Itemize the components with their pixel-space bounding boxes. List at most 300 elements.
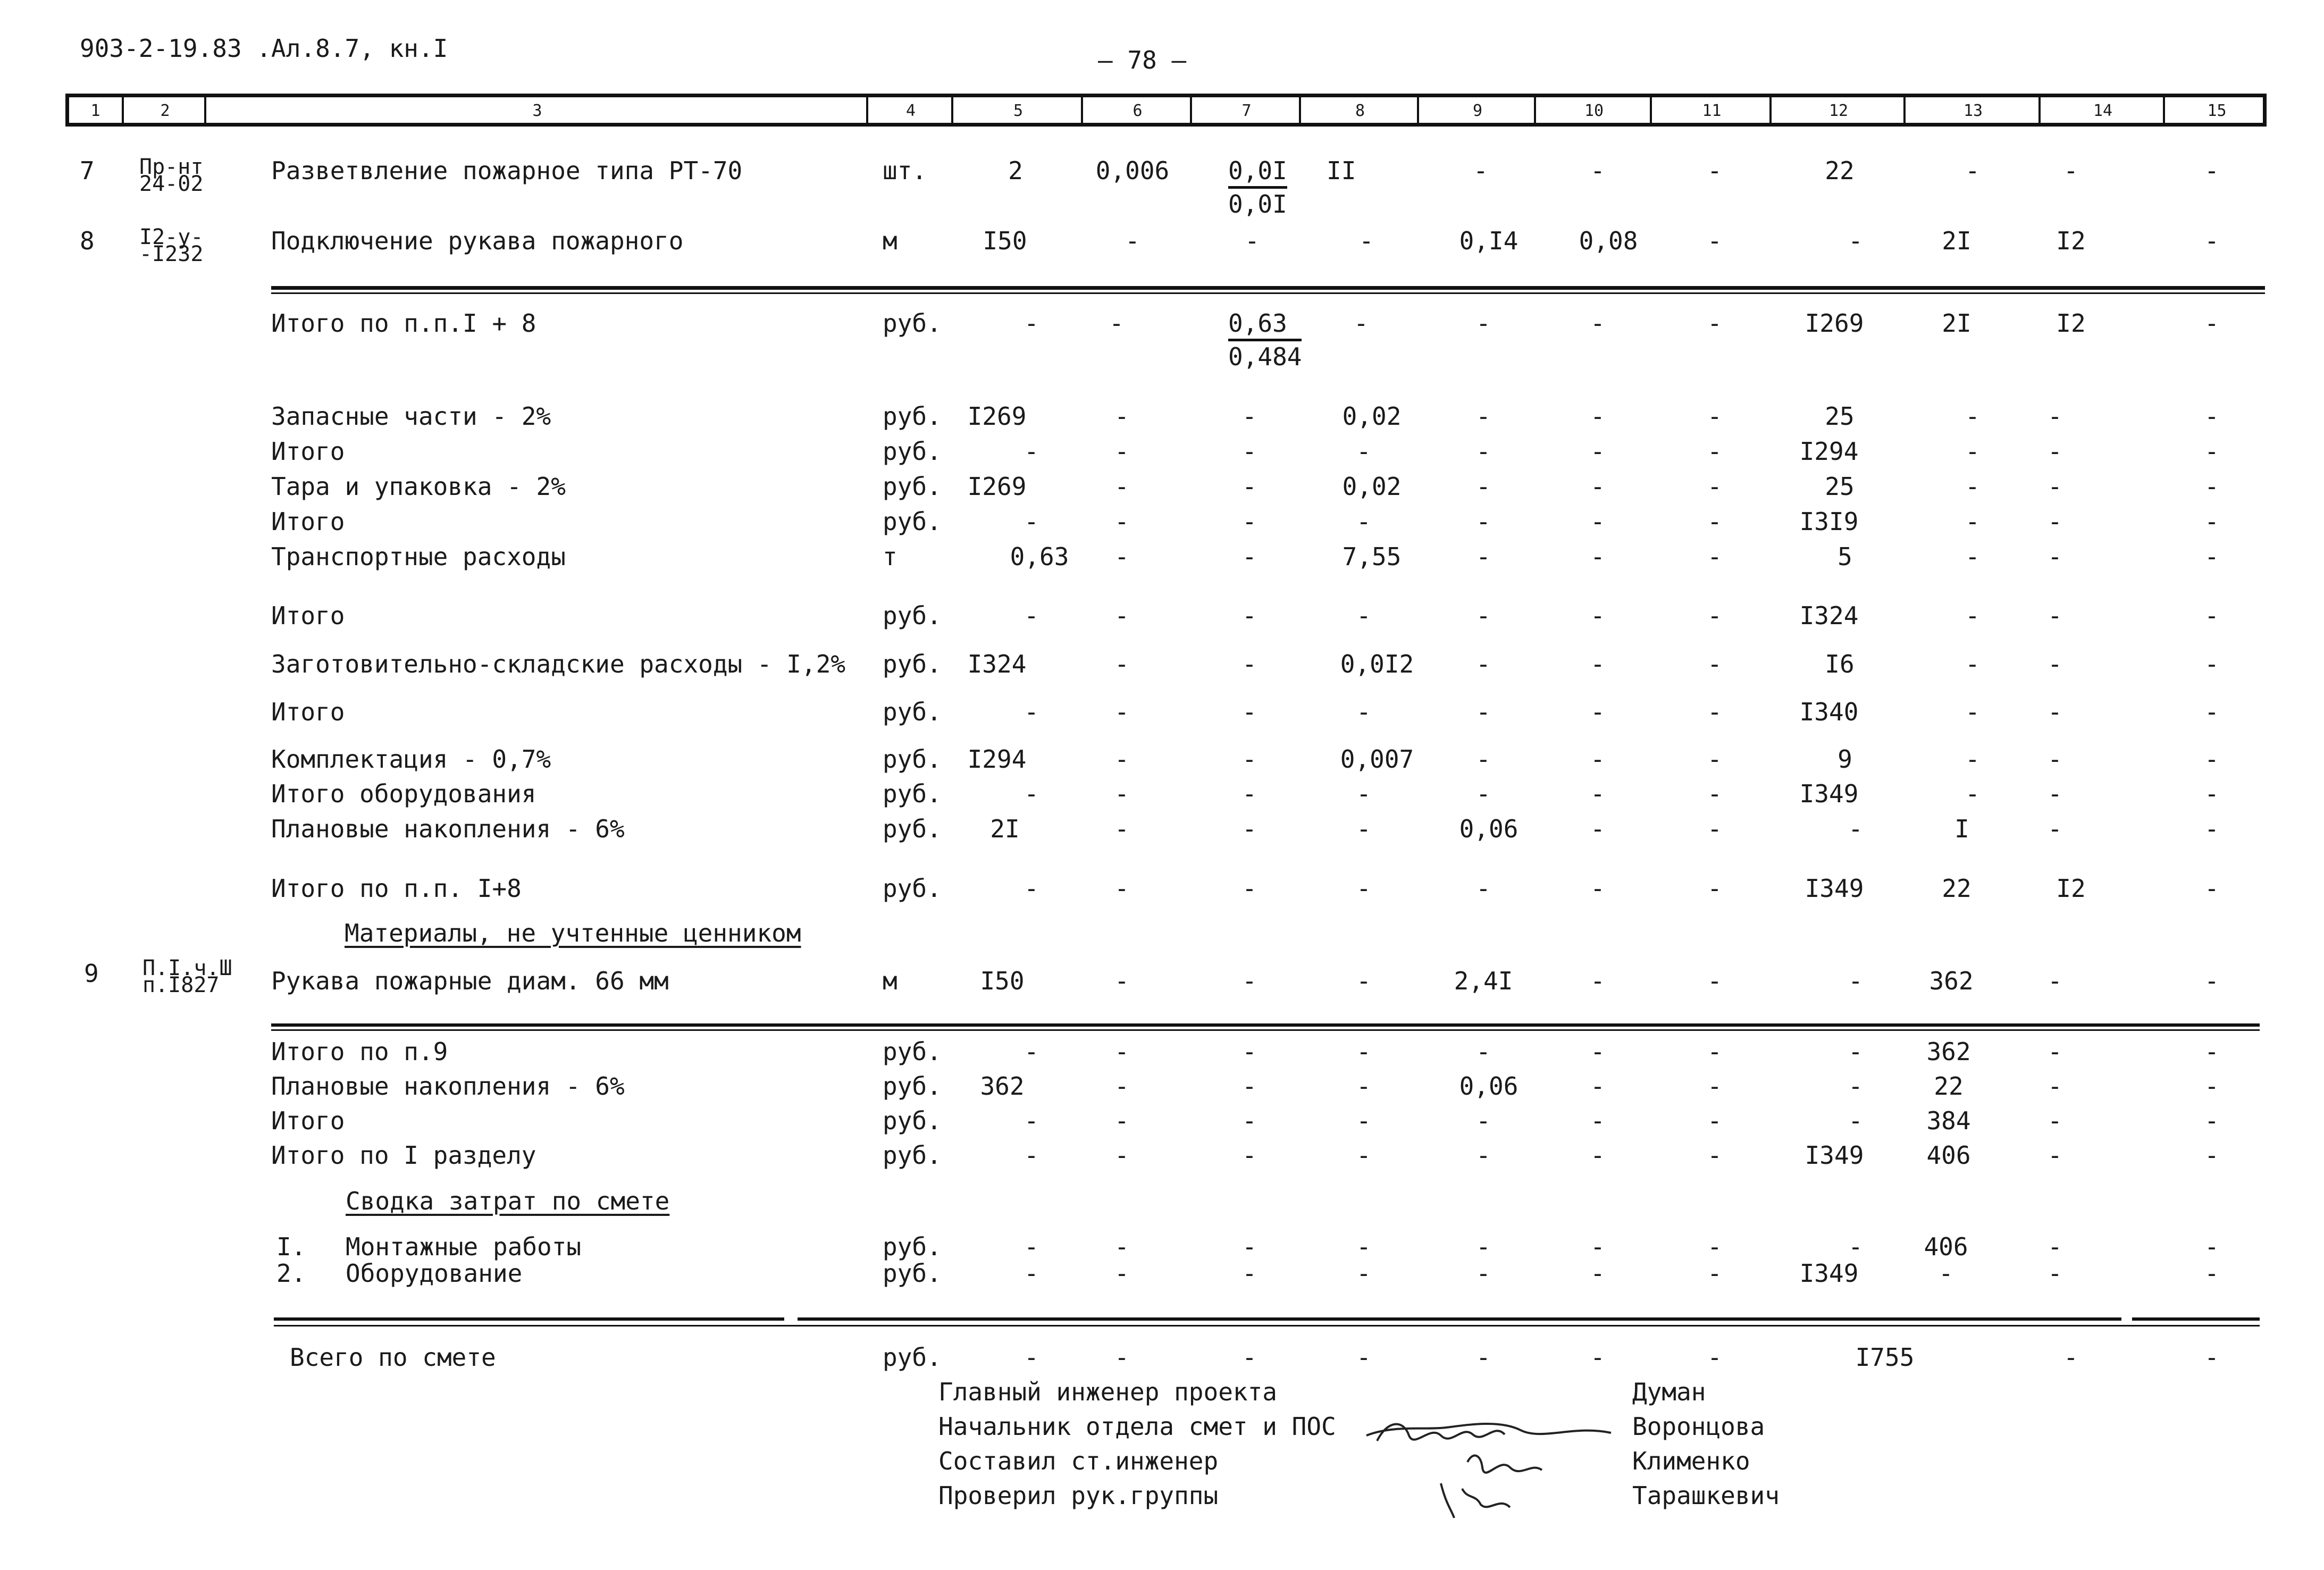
cell-c8: 7,55 [1342, 542, 1402, 571]
cell-c10: - [1590, 1106, 1605, 1135]
signature-person: Тарашкевич [1632, 1481, 1780, 1510]
cell-c15: - [2204, 226, 2219, 255]
cell-c5: I269 [967, 402, 1027, 431]
cell-c5: 2 [1008, 156, 1023, 185]
item-name: Запасные части - 2% [271, 402, 551, 431]
cell-c7: - [1242, 874, 1257, 903]
cell-c11: - [1707, 601, 1722, 630]
cell-c12: 9 [1838, 745, 1852, 774]
cell-c8: - [1356, 967, 1371, 995]
cell-c6: - [1125, 226, 1140, 255]
cell-c8: - [1356, 1072, 1371, 1101]
cell-c14: - [2048, 967, 2062, 995]
cell-c14: - [2048, 1106, 2062, 1135]
cell-c15: - [2204, 437, 2219, 466]
cell-c6: - [1114, 779, 1129, 808]
section-rule [271, 292, 2265, 294]
cell-c10: - [1590, 507, 1605, 536]
cell-c15: - [2204, 650, 2219, 678]
cell-c6: - [1114, 402, 1129, 431]
cell-c12: I294 [1799, 437, 1859, 466]
cell-c6: - [1114, 1232, 1129, 1261]
cell-c7: - [1242, 815, 1257, 843]
cell-c14: - [2048, 402, 2062, 431]
cell-c8: - [1356, 1106, 1371, 1135]
cell-c12: - [1848, 967, 1863, 995]
cell-c9: - [1476, 698, 1491, 726]
cell-c11: - [1707, 1037, 1722, 1066]
summary-number: I. [276, 1232, 306, 1261]
cell-c10: - [1590, 156, 1605, 185]
cell-c6: - [1114, 650, 1129, 678]
item-name: Итого по п.п.I + 8 [271, 309, 536, 338]
cell-c9: - [1473, 156, 1488, 185]
cell-c9: - [1476, 472, 1491, 501]
cell-c8: - [1356, 1259, 1371, 1288]
item-name: Тара и упаковка - 2% [271, 472, 566, 501]
column-header: 7 [1190, 97, 1301, 123]
cell-c13: 362 [1926, 1037, 1971, 1066]
unit: руб. [883, 1343, 942, 1372]
cell-c14: - [2063, 1343, 2078, 1372]
cell-c11: - [1707, 698, 1722, 726]
cell-c15: - [2204, 874, 2219, 903]
cell-c8: - [1354, 309, 1369, 338]
unit: шт. [883, 156, 927, 185]
column-header: 4 [866, 97, 953, 123]
section-rule [798, 1317, 2121, 1321]
cell-c15: - [2204, 1141, 2219, 1170]
cell-c11: - [1707, 437, 1722, 466]
item-name: Заготовительно-складские расходы - I,2% [271, 650, 846, 678]
cell-c12: I755 [1855, 1343, 1915, 1372]
item-name: Всего по смете [290, 1343, 496, 1372]
cell-c11: - [1707, 309, 1722, 338]
unit: руб. [883, 1037, 942, 1066]
item-name: Итого [271, 1106, 345, 1135]
cell-c5: 2I [990, 815, 1020, 843]
cell-c11: - [1707, 226, 1722, 255]
cell-c15: - [2204, 1037, 2219, 1066]
cell-c6: - [1114, 437, 1129, 466]
cell-c9: 2,4I [1454, 967, 1513, 995]
cell-c11: - [1707, 745, 1722, 774]
cell-c13: 384 [1926, 1106, 1971, 1135]
unit: руб. [883, 650, 942, 678]
cell-c14: - [2048, 1072, 2062, 1101]
cell-c8: - [1356, 1141, 1371, 1170]
column-header: 6 [1081, 97, 1192, 123]
cell-c11: - [1707, 1232, 1722, 1261]
cell-c10: - [1590, 601, 1605, 630]
cell-c15: - [2204, 601, 2219, 630]
cell-c15: - [2204, 967, 2219, 995]
price-code: Пр-нт 24-02 [139, 155, 204, 196]
cell-c13: - [1965, 745, 1980, 774]
cell-c5: I50 [980, 967, 1025, 995]
fraction-denominator: 0,484 [1228, 342, 1302, 371]
cell-c14: - [2048, 1232, 2062, 1261]
cell-c9: 0,06 [1459, 1072, 1518, 1101]
cell-c9: - [1476, 1343, 1491, 1372]
fraction-c7 [1228, 311, 1302, 369]
column-header: 15 [2163, 97, 2269, 123]
signature-person: Воронцова [1632, 1412, 1765, 1441]
cell-c14: - [2048, 507, 2062, 536]
cell-c6: - [1114, 1259, 1129, 1288]
cell-c10: - [1590, 1259, 1605, 1288]
cell-c10: - [1590, 402, 1605, 431]
cell-c14: - [2048, 745, 2062, 774]
cell-c10: - [1590, 874, 1605, 903]
column-header-row [65, 94, 2267, 127]
cell-c9: - [1476, 601, 1491, 630]
cell-c10: - [1590, 1037, 1605, 1066]
unit: руб. [883, 745, 942, 774]
cell-c14: - [2048, 1037, 2062, 1066]
cell-c14: - [2048, 815, 2062, 843]
cell-c5: - [1024, 779, 1039, 808]
cell-c8: 0,02 [1342, 472, 1402, 501]
column-header: 14 [2038, 97, 2165, 123]
cell-c10: - [1590, 542, 1605, 571]
cell-c14: - [2048, 698, 2062, 726]
item-name: Подключение рукава пожарного [271, 226, 684, 255]
cell-c6: - [1114, 745, 1129, 774]
fraction-c7 [1228, 156, 1287, 219]
cell-c15: - [2204, 1072, 2219, 1101]
cell-c7: - [1242, 698, 1257, 726]
item-name: Итого [271, 437, 345, 466]
cell-c10: - [1590, 1232, 1605, 1261]
unit: руб. [883, 815, 942, 843]
cell-c12: I349 [1799, 1259, 1859, 1288]
cell-c8: - [1356, 874, 1371, 903]
cell-c7: - [1242, 437, 1257, 466]
cell-c13: 362 [1929, 967, 1974, 995]
cell-c10: - [1590, 698, 1605, 726]
unit: м [883, 226, 897, 255]
cell-c9: - [1476, 1259, 1491, 1288]
cell-c5: 362 [980, 1072, 1025, 1101]
cell-c15: - [2204, 542, 2219, 571]
cell-c9: - [1476, 507, 1491, 536]
cell-c15: - [2204, 472, 2219, 501]
cell-c12: I349 [1799, 779, 1859, 808]
cell-c9: - [1476, 1232, 1491, 1261]
section-rule [274, 1317, 784, 1321]
cell-c7: - [1242, 1106, 1257, 1135]
cell-c11: - [1707, 650, 1722, 678]
cell-c6: 0,006 [1095, 156, 1170, 185]
cell-c6: - [1114, 542, 1129, 571]
cell-c11: - [1707, 1343, 1722, 1372]
cell-c14: - [2048, 472, 2062, 501]
cell-c8: 0,007 [1340, 745, 1414, 774]
item-name: Итого по I разделу [271, 1141, 536, 1170]
cell-c14: - [2048, 542, 2062, 571]
item-name: Транспортные расходы [271, 542, 566, 571]
cell-c6: - [1114, 1072, 1129, 1101]
price-code: П.I.ч.Ш п.I827 [142, 956, 232, 997]
cell-c12: I340 [1799, 698, 1859, 726]
cell-c13: - [1965, 156, 1980, 185]
cell-c12: I349 [1805, 1141, 1864, 1170]
cell-c12: - [1848, 1072, 1863, 1101]
cell-c5: I294 [967, 745, 1027, 774]
cell-c11: - [1707, 1106, 1722, 1135]
cell-c9: - [1476, 1106, 1491, 1135]
signature-role: Составил ст.инженер [938, 1447, 1219, 1475]
summary-number: 2. [276, 1259, 306, 1288]
cell-c13: - [1965, 601, 1980, 630]
row-number: 8 [80, 226, 95, 255]
signature-role: Начальник отдела смет и ПОС [938, 1412, 1336, 1441]
cell-c12: I6 [1825, 650, 1855, 678]
cell-c12: I269 [1805, 309, 1864, 338]
cell-c10: - [1590, 1343, 1605, 1372]
cell-c6: - [1109, 309, 1124, 338]
cell-c8: - [1356, 507, 1371, 536]
cell-c7: - [1242, 650, 1257, 678]
cell-c9: - [1476, 874, 1491, 903]
cell-c5: 0,63 [1010, 542, 1069, 571]
fraction-numerator: 0,0I [1228, 158, 1287, 189]
section-rule [2132, 1317, 2260, 1321]
cell-c15: - [2204, 309, 2219, 338]
cell-c11: - [1707, 156, 1722, 185]
cell-c12: - [1848, 226, 1863, 255]
cell-c15: - [2204, 1106, 2219, 1135]
column-header: 3 [204, 97, 868, 123]
cell-c15: - [2204, 745, 2219, 774]
cell-c5: - [1024, 309, 1039, 338]
cell-c8: - [1356, 1037, 1371, 1066]
cell-c13: 2I [1942, 226, 1971, 255]
cell-c7: - [1245, 226, 1260, 255]
cell-c7: - [1242, 1259, 1257, 1288]
cell-c13: - [1965, 472, 1980, 501]
cell-c13: - [1965, 698, 1980, 726]
signature-role: Главный инженер проекта [938, 1378, 1277, 1406]
signature-person: Клименко [1632, 1447, 1750, 1475]
item-name: Плановые накопления - 6% [271, 1072, 625, 1101]
cell-c13: - [1965, 779, 1980, 808]
cell-c11: - [1707, 967, 1722, 995]
document-reference: 903-2-19.83 .Ал.8.7, кн.I [80, 34, 448, 63]
unit: руб. [883, 874, 942, 903]
cell-c10: - [1590, 1072, 1605, 1101]
unit: руб. [883, 1259, 942, 1288]
column-header: 13 [1903, 97, 2041, 123]
unit: т [883, 542, 897, 571]
cell-c12: - [1848, 815, 1863, 843]
cell-c8: 0,02 [1342, 402, 1402, 431]
cell-c5: - [1024, 1037, 1039, 1066]
cell-c9: - [1476, 437, 1491, 466]
cell-c14: - [2063, 156, 2078, 185]
cell-c7: - [1242, 1037, 1257, 1066]
cell-c12: - [1848, 1232, 1863, 1261]
cell-c10: 0,08 [1579, 226, 1638, 255]
fraction-denominator: 0,0I [1228, 190, 1287, 219]
unit: руб. [883, 1232, 942, 1261]
item-name: Итого по п.9 [271, 1037, 448, 1066]
cell-c14: - [2048, 1259, 2062, 1288]
unit: руб. [883, 698, 942, 726]
unit: руб. [883, 1141, 942, 1170]
cell-c7: - [1242, 1343, 1257, 1372]
cell-c15: - [2204, 1232, 2219, 1261]
section-rule [271, 1023, 2260, 1027]
unit: руб. [883, 601, 942, 630]
cell-c12: 22 [1825, 156, 1855, 185]
cell-c7: - [1242, 1072, 1257, 1101]
handwritten-signature [1361, 1404, 1616, 1521]
cell-c13: 406 [1926, 1141, 1971, 1170]
fraction-numerator: 0,63 [1228, 311, 1302, 341]
cell-c5: I324 [967, 650, 1027, 678]
unit: руб. [883, 472, 942, 501]
cell-c9: - [1476, 779, 1491, 808]
cell-c12: I349 [1805, 874, 1864, 903]
cell-c6: - [1114, 601, 1129, 630]
cell-c11: - [1707, 1259, 1722, 1288]
cell-c10: - [1590, 472, 1605, 501]
cell-c9: - [1476, 745, 1491, 774]
cell-c14: - [2048, 437, 2062, 466]
cell-c9: - [1476, 309, 1491, 338]
column-header: 1 [90, 102, 100, 120]
cell-c5: I50 [983, 226, 1027, 255]
item-name: Монтажные работы [346, 1232, 582, 1261]
cell-c7: - [1242, 542, 1257, 571]
cell-c13: - [1965, 507, 1980, 536]
cell-c5: - [1024, 1106, 1039, 1135]
column-header: 12 [1769, 97, 1906, 123]
cell-c8: - [1359, 226, 1374, 255]
cell-c9: 0,I4 [1459, 226, 1518, 255]
column-header: 10 [1534, 97, 1652, 123]
cell-c8: - [1356, 1232, 1371, 1261]
cell-c14: - [2048, 779, 2062, 808]
cell-c9: - [1476, 542, 1491, 571]
cell-c13: - [1965, 542, 1980, 571]
cell-c13: - [1939, 1259, 1953, 1288]
cell-c7: - [1242, 1232, 1257, 1261]
cell-c13: - [1965, 437, 1980, 466]
cell-c5: - [1024, 507, 1039, 536]
cell-c6: - [1114, 507, 1129, 536]
signature-person: Думан [1632, 1378, 1706, 1406]
cell-c10: - [1590, 309, 1605, 338]
cell-c15: - [2204, 507, 2219, 536]
item-name: Разветвление пожарное типа РТ-70 [271, 156, 743, 185]
cell-c6: - [1114, 815, 1129, 843]
cell-c13: 2I [1942, 309, 1971, 338]
unit: руб. [883, 402, 942, 431]
cell-c10: - [1590, 650, 1605, 678]
cell-c7: - [1242, 1141, 1257, 1170]
item-name: Комплектация - 0,7% [271, 745, 551, 774]
cell-c11: - [1707, 815, 1722, 843]
cell-c8: - [1356, 437, 1371, 466]
cell-c6: - [1114, 874, 1129, 903]
cell-c8: - [1356, 1343, 1371, 1372]
cell-c9: 0,06 [1459, 815, 1518, 843]
cell-c14: I2 [2056, 226, 2086, 255]
cell-c6: - [1114, 967, 1129, 995]
cell-c7: - [1242, 967, 1257, 995]
cell-c8: - [1356, 815, 1371, 843]
cell-c11: - [1707, 402, 1722, 431]
cell-c5: - [1024, 874, 1039, 903]
section-heading-materials: Материалы, не учтенные ценником [345, 919, 801, 947]
cell-c11: - [1707, 1141, 1722, 1170]
item-name: Итого [271, 601, 345, 630]
cell-c6: - [1114, 1141, 1129, 1170]
cell-c9: - [1476, 1141, 1491, 1170]
cell-c13: I [1954, 815, 1969, 843]
item-name: Плановые накопления - 6% [271, 815, 625, 843]
cell-c5: - [1024, 1259, 1039, 1288]
cell-c9: - [1476, 402, 1491, 431]
cell-c8: - [1356, 779, 1371, 808]
item-name: Итого оборудования [271, 779, 536, 808]
column-header: 5 [951, 97, 1083, 123]
cell-c9: - [1476, 1037, 1491, 1066]
cell-c11: - [1707, 779, 1722, 808]
cell-c5: - [1024, 437, 1039, 466]
item-name: Итого [271, 507, 345, 536]
cell-c10: - [1590, 745, 1605, 774]
price-code: I2-у- -I232 [139, 225, 204, 266]
cell-c15: - [2204, 815, 2219, 843]
cell-c15: - [2204, 1343, 2219, 1372]
cell-c14: - [2048, 601, 2062, 630]
cell-c11: - [1707, 472, 1722, 501]
cell-c13: - [1965, 402, 1980, 431]
cell-c15: - [2204, 698, 2219, 726]
item-name: Итого по п.п. I+8 [271, 874, 522, 903]
cell-c11: - [1707, 874, 1722, 903]
cell-c14: - [2048, 1141, 2062, 1170]
section-heading-summary: Сводка затрат по смете [346, 1187, 670, 1215]
cell-c6: - [1114, 698, 1129, 726]
column-header: 8 [1299, 97, 1419, 123]
cell-c5: - [1024, 1343, 1039, 1372]
section-rule [271, 286, 2265, 290]
cell-c7: - [1242, 507, 1257, 536]
unit: м [883, 967, 897, 995]
cell-c6: - [1114, 1037, 1129, 1066]
cell-c13: 22 [1934, 1072, 1964, 1101]
cell-c8: - [1356, 698, 1371, 726]
cell-c7: - [1242, 745, 1257, 774]
unit: руб. [883, 507, 942, 536]
unit: руб. [883, 779, 942, 808]
cell-c9: - [1476, 650, 1491, 678]
cell-c5: - [1024, 601, 1039, 630]
cell-c14: I2 [2056, 309, 2086, 338]
cell-c8: - [1356, 601, 1371, 630]
cell-c13: 22 [1942, 874, 1971, 903]
cell-c5: - [1024, 1141, 1039, 1170]
column-header: 9 [1417, 97, 1536, 123]
cell-c15: - [2204, 1259, 2219, 1288]
column-header: 11 [1650, 97, 1772, 123]
row-number: 9 [84, 959, 99, 988]
